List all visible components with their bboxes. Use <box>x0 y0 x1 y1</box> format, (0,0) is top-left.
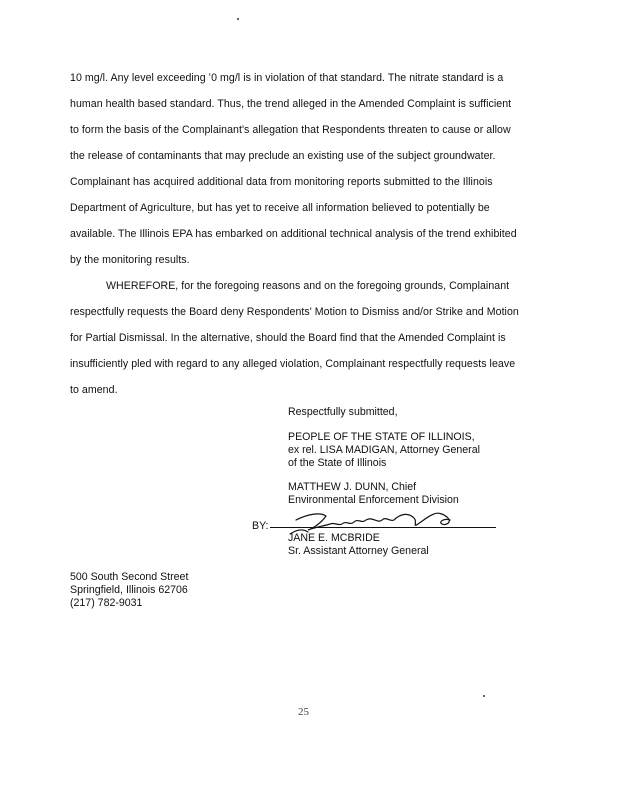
text-line: Complainant has acquired additional data from monitoring reports submitted to the Illinois <box>70 176 493 188</box>
text-line: for Partial Dismissal. In the alternative, should the Board find that the Amended Complaint is <box>70 332 506 344</box>
signature-line <box>270 527 496 528</box>
text-line: WHEREFORE, for the foregoing reasons and on the foregoing grounds, Complainant <box>106 280 510 292</box>
signer-name: JANE E. MCBRIDE <box>288 532 380 544</box>
text-line: available. The Illinois EPA has embarked on additional technical analysis of the trend exhibited <box>70 228 517 240</box>
text-line: 10 mg/l. Any level exceeding ʻ0 mg/l is in violation of that standard. The nitrate standard is a <box>70 72 504 84</box>
address-line: 500 South Second Street <box>70 571 189 583</box>
by-label: BY: <box>252 520 269 532</box>
signer-title: Sr. Assistant Attorney General <box>288 545 429 557</box>
phone-line: (217) 782-9031 <box>70 597 143 609</box>
text-line: respectfully requests the Board deny Respondents' Motion to Dismiss and/or Strike and Motion <box>70 306 519 318</box>
text-line: to amend. <box>70 384 118 396</box>
text-line: human health based standard. Thus, the trend alleged in the Amended Complaint is sufficient <box>70 98 512 110</box>
division-line: Environmental Enforcement Division <box>288 494 459 506</box>
text-line: insufficiently pled with regard to any alleged violation, Complainant respectfully requests leave <box>70 358 516 370</box>
text-line: to form the basis of the Complainant's allegation that Respondents threaten to cause or allow <box>70 124 511 136</box>
party-line: ex rel. LISA MADIGAN, Attorney General <box>288 444 480 456</box>
page-number: 25 <box>298 706 309 718</box>
text-line: the release of contaminants that may preclude an existing use of the subject groundwater. <box>70 150 496 162</box>
text-line: Department of Agriculture, but has yet to receive all information believed to potentially be <box>70 202 490 214</box>
scan-speck <box>237 18 239 20</box>
party-line: PEOPLE OF THE STATE OF ILLINOIS, <box>288 431 475 443</box>
scan-speck <box>483 695 485 697</box>
chief-line: MATTHEW J. DUNN, Chief <box>288 481 417 493</box>
text-line: by the monitoring results. <box>70 254 190 266</box>
address-line: Springfield, Illinois 62706 <box>70 584 188 596</box>
closing-text: Respectfully submitted, <box>288 406 398 418</box>
party-line: of the State of Illinois <box>288 457 387 469</box>
